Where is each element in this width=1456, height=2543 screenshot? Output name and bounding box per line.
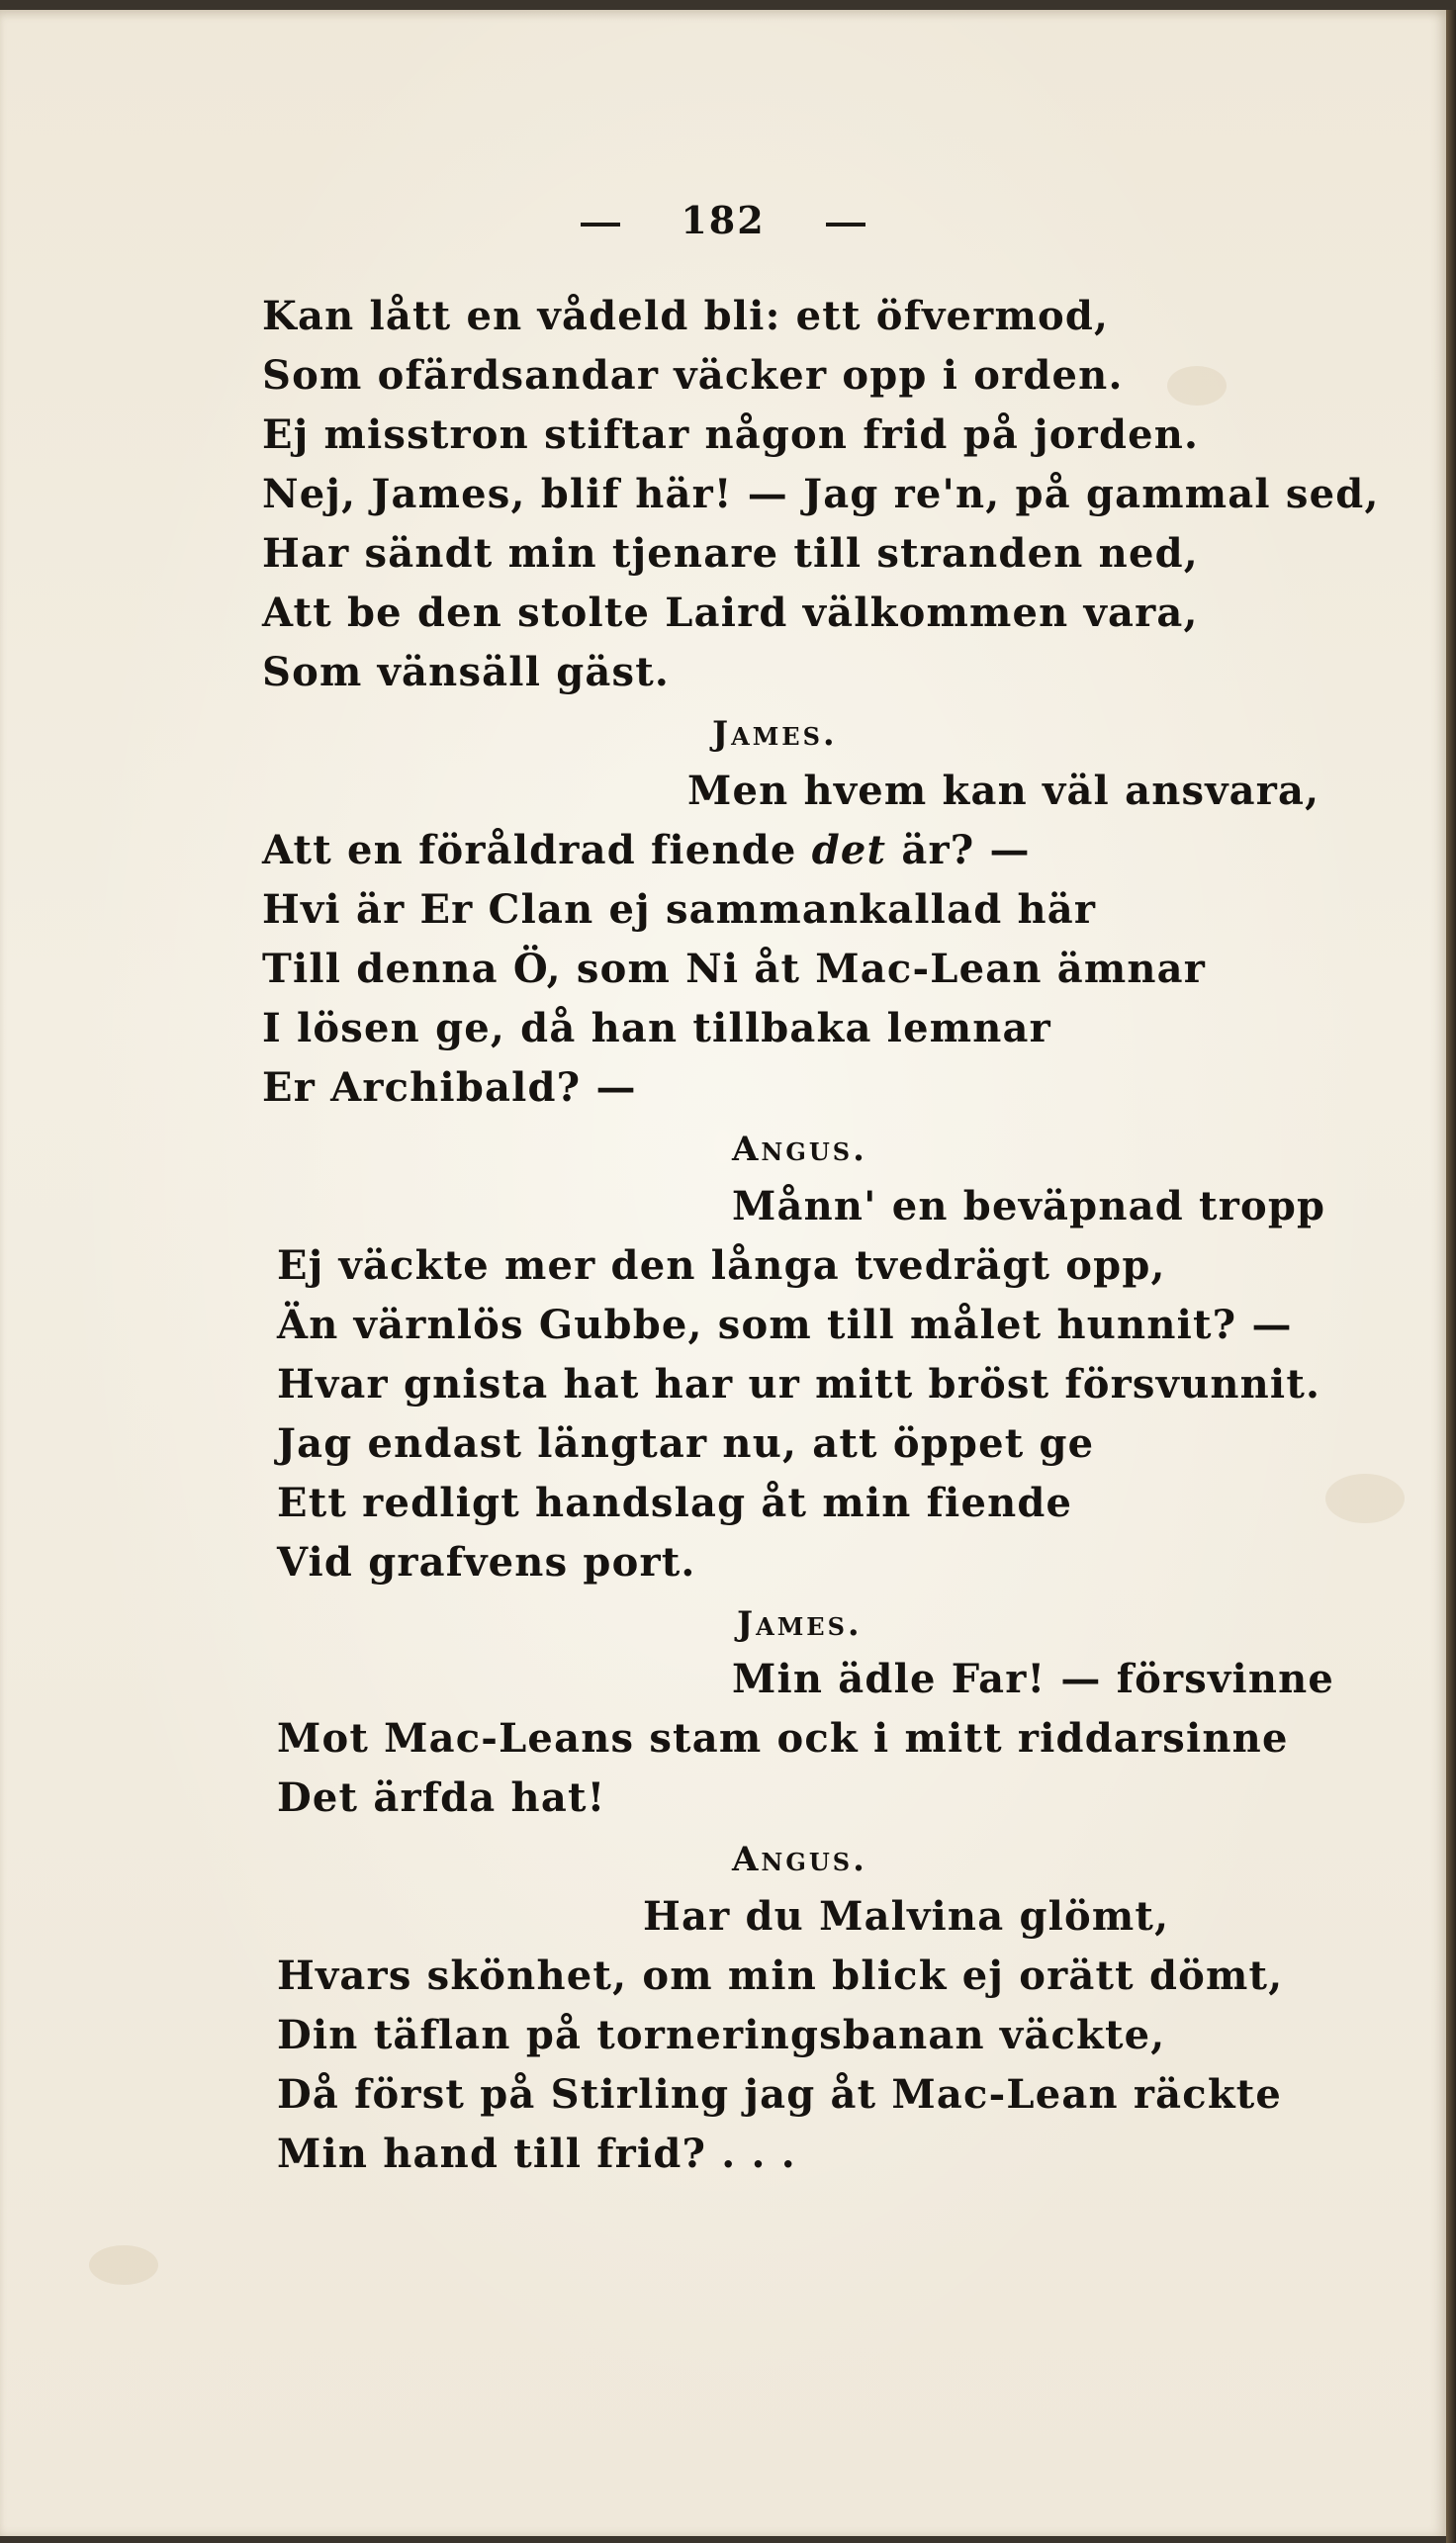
- verse-line: Jag endast längtar nu, att öppet ge: [277, 1420, 1095, 1467]
- verse-line: Ej väckte mer den långa tvedrägt opp,: [277, 1242, 1166, 1289]
- verse-line: Min ädle Far! — försvinne: [732, 1656, 1335, 1702]
- page-number: 182: [681, 198, 766, 242]
- verse-line: Har du Malvina glömt,: [643, 1893, 1170, 1940]
- verse-line: Hvar gnista hat har ur mitt bröst försvunnit.: [277, 1361, 1321, 1408]
- verse-line: Hvars skönhet, om min blick ej orätt dömt,: [277, 1953, 1284, 1999]
- verse-line: Vid grafvens port.: [277, 1539, 696, 1586]
- verse-text: är? —: [901, 827, 1031, 873]
- verse-line: Månn' en beväpnad tropp: [732, 1183, 1326, 1229]
- verse-line: Men hvem kan väl ansvara,: [687, 768, 1320, 814]
- verse-line: Nej, James, blif här! — Jag re'n, på gammal sed,: [262, 471, 1380, 517]
- verse-line: Hvi är Er Clan ej sammankallad här: [262, 886, 1097, 933]
- verse-line: Mot Mac-Leans stam ock i mitt riddarsinne: [277, 1715, 1289, 1762]
- verse-line: Att be den stolte Laird välkommen vara,: [262, 590, 1199, 636]
- paper-stain: [89, 2245, 158, 2285]
- speaker-name: James.: [712, 714, 838, 754]
- verse-line: Som vänsäll gäst.: [262, 649, 671, 695]
- verse-line: [262, 827, 1031, 873]
- book-page: [0, 10, 1446, 2536]
- verse-line: Då först på Stirling jag åt Mac-Lean räckte: [277, 2071, 1283, 2118]
- speaker-name: Angus.: [732, 1840, 867, 1879]
- verse-text: Att en föråldrad fiende: [262, 827, 797, 873]
- header-dash-left: [581, 223, 620, 227]
- verse-emphasis: det: [811, 827, 887, 873]
- verse-line: I lösen ge, då han tillbaka lemnar: [262, 1005, 1051, 1051]
- verse-line: Er Archibald? —: [262, 1064, 637, 1111]
- paper-stain: [1167, 366, 1227, 406]
- verse-line: Ej misstron stiftar någon frid på jorden.: [262, 411, 1200, 458]
- verse-line: Har sändt min tjenare till stranden ned,: [262, 530, 1199, 577]
- page-header: [0, 198, 1446, 242]
- header-dash-right: [826, 223, 865, 227]
- verse-line: Din täflan på torneringsbanan väckte,: [277, 2012, 1166, 2058]
- verse-line: Det ärfda hat!: [277, 1774, 606, 1821]
- verse-line: Min hand till frid? . . .: [277, 2131, 796, 2177]
- paper-stain: [1325, 1474, 1405, 1523]
- verse-line: Till denna Ö, som Ni åt Mac-Lean ämnar: [262, 946, 1207, 992]
- book-spine-edge: [1446, 10, 1456, 2543]
- speaker-name: James.: [737, 1604, 863, 1644]
- verse-line: Än värnlös Gubbe, som till målet hunnit? —: [277, 1302, 1293, 1348]
- verse-line: Kan lått en vådeld bli: ett öfvermod,: [262, 293, 1110, 339]
- verse-line: Som ofärdsandar väcker opp i orden.: [262, 352, 1124, 399]
- speaker-name: Angus.: [732, 1130, 867, 1169]
- verse-line: Ett redligt handslag åt min fiende: [277, 1480, 1073, 1526]
